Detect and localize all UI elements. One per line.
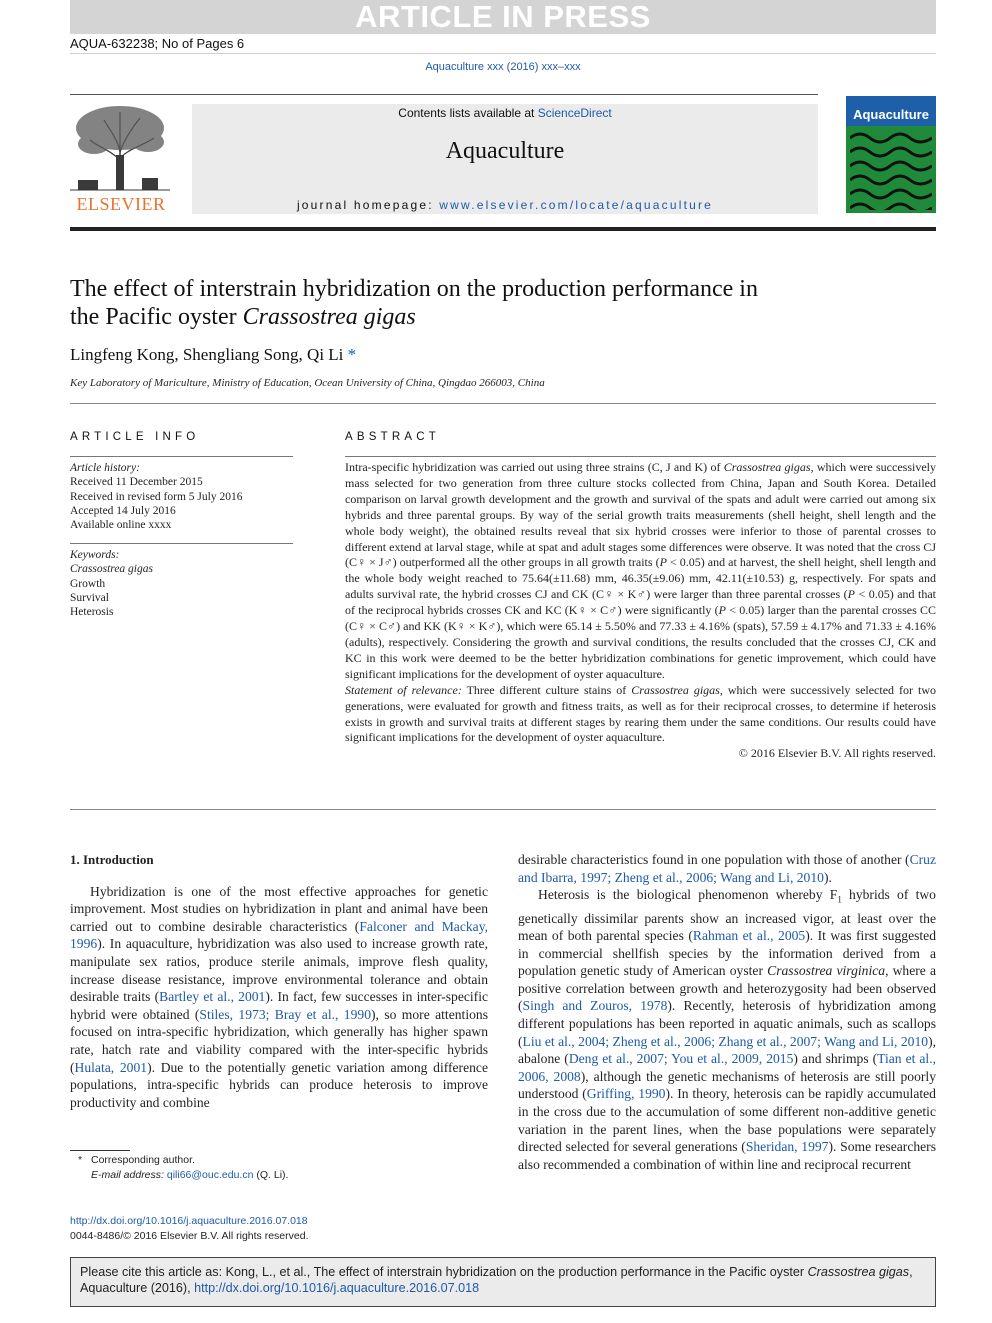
article-history: Article history: Received 11 December 2015 Received in revised form 5 July 2016 Accepted 14 July 2016 Available online xxxx bbox=[70, 462, 243, 532]
divider bbox=[70, 809, 936, 810]
abstract-paragraph: Intra-specific hybridization was carried out using three strains (C, J and K) of Crassostrea gigas, which were successively mass selected for two generation from three culture stocks collected from China, Japan and South Korea. Detailed comparison on larval growth development and the growth and survival of the spats and adult were carried out among six hybrids and three parental groups. By way of the serial growth traits measurements (shell height, shell length and the whole body weight), the obtained results reveal that six hybrid crosses were inferior to those of parental crosses to different extend at larval stage, while at spat and adult stages some differences were observe. It was noted that the cross CJ (C♀ × J♂) outperformed all the other groups in all growth traits (P < 0.05) and at harvest, the shell height, shell length and the whole body weight reached to 75.64(±11.68) mm, 46.35(±9.06) mm, 42.11(±10.53) g, respectively. For spats and adults survival rate, the hybrid crosses CJ and CK (C♀ × K♂) were larger than three parental crosses (P < 0.05) and that of the reciprocal hybrids crosses CK and KC (K♀ × C♂) were significantly (P < 0.05) larger than the parental crosses CC (C♀ × C♂) and KK (K♀ × K♂), which were 65.14 ± 5.50% and 77.33 ± 4.16% (spats), 57.59 ± 4.17% and 71.33 ± 4.16% (adults), respectively. Considering the growth and survival conditions, the results concluded that the crosses CJ, CK and KC in this work were deemed to be the better hybridization combinations for genetic improvement, which could have significant implications for the development of oyster aquaculture. bbox=[345, 460, 936, 681]
citation-link[interactable]: Tian et al., 2006, 2008 bbox=[518, 1051, 937, 1084]
email-link[interactable]: qili66@ouc.edu.cn bbox=[166, 1169, 254, 1181]
history-item: Accepted 14 July 2016 bbox=[70, 504, 176, 517]
citation-link[interactable]: Griffing, 1990 bbox=[586, 1086, 666, 1102]
cover-title: Aquaculture bbox=[853, 107, 929, 122]
keyword: Growth bbox=[70, 577, 106, 590]
journal-reference-link[interactable]: Aquaculture xxx (2016) xxx–xxx bbox=[425, 61, 581, 73]
citation-link[interactable]: Hulata, 2001 bbox=[74, 1059, 148, 1075]
citation-link[interactable]: Singh and Zouros, 1978 bbox=[522, 998, 668, 1014]
keyword: Survival bbox=[70, 591, 109, 604]
banner-text: ARTICLE IN PRESS bbox=[355, 0, 651, 34]
body-paragraph: desirable characteristics found in one population with those of another (Cruz and Ibarra, 1997; Zheng et al., 2006; Wang and Li, 2010). bbox=[518, 852, 936, 885]
divider bbox=[70, 543, 293, 544]
journal-header-box bbox=[192, 104, 818, 214]
citation-link[interactable]: Liu et al., 2004; Zheng et al., 2006; Zhang et al., 2007; Wang and Li, 2010 bbox=[522, 1033, 929, 1049]
corresponding-author-mark[interactable]: * bbox=[347, 345, 357, 364]
copyright: © 2016 Elsevier B.V. All rights reserved. bbox=[738, 746, 936, 761]
citation-link[interactable]: Stiles, 1973; Bray et al., 1990 bbox=[199, 1006, 371, 1022]
divider bbox=[70, 53, 936, 54]
author-list: Lingfeng Kong, Shengliang Song, Qi Li * bbox=[70, 345, 357, 364]
sciencedirect-link[interactable]: ScienceDirect bbox=[537, 106, 612, 120]
citation-link[interactable]: Falconer and Mackay, 1996 bbox=[70, 918, 489, 952]
elsevier-tree-icon bbox=[70, 100, 170, 192]
statement-of-relevance: Statement of relevance: Three different culture stains of Crassostrea gigas, which were successively selected for two generations, were evaluated for growth and fitness traits, as well as for their reciprocal crosses, to determine if heterosis exists in growth and survival traits at different stages by rearing them under the same conditions. Our results could have significant implications for the development of oyster aquaculture. bbox=[345, 682, 937, 745]
article-title: The effect of interstrain hybridization on the production performance in the Pacific oyster Crassostrea gigas bbox=[70, 276, 758, 330]
citation-link[interactable]: Sheridan, 1997 bbox=[745, 1139, 829, 1155]
citation-box: Please cite this article as: Kong, L., et al., The effect of interstrain hybridization on the production performance in the Pacific oyster Crassostrea gigas, Aquaculture (2016), http://dx.doi.org/10.1016/j.aquaculture.2016.07.018 bbox=[70, 1257, 936, 1307]
contents-line: Contents lists available at ScienceDirect bbox=[398, 106, 612, 120]
divider bbox=[345, 456, 936, 457]
body-paragraph: Hybridization is one of the most effective approaches for genetic improvement. Most studies on hybridization in plant and animal have been carried out to combine desirable characteristics (Falconer and Mackay, 1996). In aquaculture, hybridization was also used to increase growth rate, manipulate sex ratios, produce sterile animals, improve flesh quality, increase disease resistance, improve environmental tolerance and obtain desirable traits (Bartley et al., 2001). In fact, few successes in inter-specific hybrid were obtained (Stiles, 1973; Bray et al., 1990), so more attentions focused on intra-specific hybridization, which generally has higher spawn rate, hatch rate and viability compared with the inter-specific hybrids (Hulata, 2001). Due to the potentially genetic variation among difference populations, intra-specific hybrids can produce heterosis to improve productivity and combine bbox=[70, 883, 489, 1110]
history-item: Received 11 December 2015 bbox=[70, 476, 203, 489]
citation-link[interactable]: Deng et al., 2007; You et al., 2009, 2015 bbox=[568, 1051, 794, 1067]
doi-footer: http://dx.doi.org/10.1016/j.aquaculture.2016.07.018 0044-8486/© 2016 Elsevier B.V. All rights reserved. bbox=[70, 1215, 309, 1242]
elsevier-wordmark: ELSEVIER bbox=[76, 194, 166, 214]
citation-doi-link[interactable]: http://dx.doi.org/10.1016/j.aquaculture.2016.07.018 bbox=[194, 1281, 480, 1295]
keyword: Crassostrea gigas bbox=[70, 563, 153, 576]
divider bbox=[70, 227, 936, 231]
cover-pattern-icon bbox=[850, 130, 932, 210]
article-info-heading: ARTICLE INFO bbox=[70, 431, 200, 443]
history-item: Available online xxxx bbox=[70, 519, 172, 532]
footnote-divider bbox=[70, 1150, 130, 1151]
article-in-press-banner bbox=[70, 0, 936, 34]
keywords: Keywords: Crassostrea gigas Growth Survival Heterosis bbox=[70, 549, 153, 619]
divider bbox=[70, 94, 818, 95]
body-column-right bbox=[518, 851, 936, 1173]
divider bbox=[70, 403, 936, 404]
body-column-left bbox=[70, 851, 488, 1111]
section-heading: 1. Introduction bbox=[70, 852, 154, 867]
divider bbox=[70, 456, 293, 457]
elsevier-logo[interactable] bbox=[70, 100, 172, 216]
citation-link[interactable]: Bartley et al., 2001 bbox=[159, 989, 266, 1005]
body-paragraph: Heterosis is the biological phenomenon whereby $F_1$ hybrids of two genetically dissimilar parents show an increased vigor, at least over the mean of both parental species (Rahman et al., 2005). It was first suggested in commercial shellfish species by the information derived from a population genetic study of American oyster Crassostrea virginica, where a positive correlation between growth and heterozygosity had been observed (Singh and Zouros, 1978). Recently, heterosis of hybridization among different populations has been reported in aquatic animals, such as scallops (Liu et al., 2004; Zheng et al., 2006; Zhang et al., 2007; Wang and Li, 2010), abalone (Deng et al., 2007; You et al., 2009, 2015) and shrimps (Tian et al., 2006, 2008), although the genetic mechanisms of heterosis are still poorly understood (Griffing, 1990). In theory, heterosis can be rapidly accumulated in the cross due to the accumulation of some different non-additive genetic variation in the parent lines, when the base populations were separately directed selected for several generations (Sheridan, 1997). Some researchers also recommended a combination of within line and reciprocal recurrent bbox=[518, 887, 937, 1172]
abstract-heading: ABSTRACT bbox=[345, 431, 440, 443]
footnote: * Corresponding author. E-mail address: qili66@ouc.edu.cn (Q. Li). bbox=[78, 1154, 289, 1181]
journal-homepage-link[interactable]: www.elsevier.com/locate/aquaculture bbox=[439, 198, 714, 212]
citation-link[interactable]: Rahman et al., 2005 bbox=[692, 928, 806, 944]
affiliation: Key Laboratory of Mariculture, Ministry of Education, Ocean University of China, Qingdao 266003, China bbox=[70, 377, 545, 389]
keyword: Heterosis bbox=[70, 606, 114, 619]
abstract-body bbox=[345, 460, 936, 762]
journal-homepage: journal homepage: www.elsevier.com/locate/aquaculture bbox=[296, 198, 714, 212]
doi-link[interactable]: http://dx.doi.org/10.1016/j.aquaculture.2016.07.018 bbox=[70, 1215, 308, 1227]
history-item: Received in revised form 5 July 2016 bbox=[70, 490, 243, 503]
journal-cover-image[interactable] bbox=[846, 96, 936, 213]
document-id: AQUA-632238; No of Pages 6 bbox=[70, 36, 245, 51]
journal-title: Aquaculture bbox=[445, 138, 565, 164]
citation-link[interactable]: Cruz and Ibarra, 1997; Zheng et al., 2006; Wang and Li, 2010 bbox=[518, 852, 936, 885]
